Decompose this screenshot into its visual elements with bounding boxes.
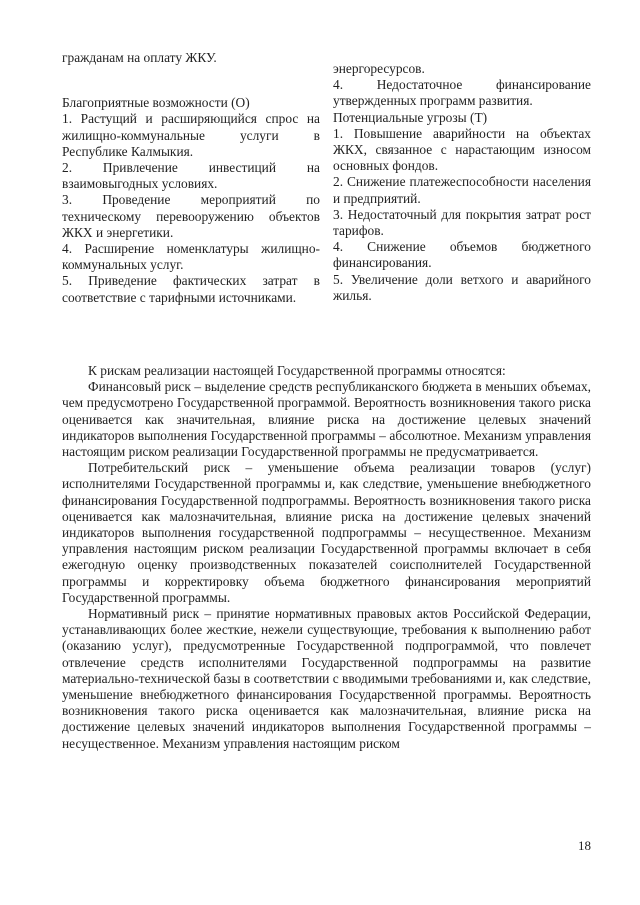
threats-heading: Потенциальные угрозы (Т) (333, 109, 488, 125)
opportunity-item: 1. Растущий и расширяющийся спрос на жилищно-коммунальные услуги в Республике Калмыкия. (62, 111, 320, 159)
financial-risk-paragraph: Финансовый риск – выделение средств республиканского бюджета в меньших объемах, чем предусмотрено Государственной программой. Вероятность возникновения такого риска оценивается как значительная, влияние риска на достижение целевых значений индикаторов выполнения Государственной программы – абсолютное. Механизм управления настоящим риском реализации Государственной программы не предусматривается. (62, 379, 591, 460)
opportunity-item: 2. Привлечение инвестиций на взаимовыгодных условиях. (62, 160, 320, 192)
threat-item: 4. Снижение объемов бюджетного финансирования. (333, 239, 591, 271)
page-number: 18 (578, 838, 591, 853)
weakness-item: 4. Недостаточное финансирование утвержденных программ развития. (333, 77, 591, 109)
risks-intro: К рискам реализации настоящей Государственной программы относятся: (88, 363, 506, 378)
consumer-risk-paragraph: Потребительский риск – уменьшение объема реализации товаров (услуг) исполнителями Государственной программы и, как следствие, уменьшение внебюджетного финансирования Государственной подпрограммы. Вероятность возникновения такого риска оценивается как малозначительная, влияние риска на достижение целевых значений индикаторов выполнения государственной подпрограммы – несущественное. Механизм управления настоящим риском реализации Государственной программы включает в себя ежегодную оценку производственных показателей соисполнителей Государственной программы и корректировку объема бюджетного финансирования мероприятий Государственной программы. (62, 460, 591, 605)
swot-opportunities-column (62, 50, 320, 306)
opportunity-item: 5. Приведение фактических затрат в соответствие с тарифными источниками. (62, 273, 320, 305)
opportunity-item: 3. Проведение мероприятий по техническому перевооружению объектов ЖКХ и энергетики. (62, 192, 320, 240)
threat-item: 1. Повышение аварийности на объектах ЖКХ, связанное с нарастающим износом основных фондов. (333, 125, 591, 174)
opportunity-item: 4. Расширение номенклатуры жилищно-коммунальных услуг. (62, 241, 320, 273)
swot-threats-column (333, 61, 591, 304)
threat-item: 3. Недостаточный для покрытия затрат рост тарифов. (333, 206, 591, 239)
risks-section (62, 363, 591, 752)
left-continuation-text: гражданам на оплату ЖКУ. (62, 50, 217, 65)
threat-item: 2. Снижение платежеспособности населения и предприятий. (333, 174, 591, 206)
opportunities-heading: Благоприятные возможности (О) (62, 95, 250, 111)
regulatory-risk-paragraph: Нормативный риск – принятие нормативных правовых актов Российской Федерации, устанавливающих более жесткие, нежели существующие, требования к выполнению работ (оказанию услуг), предусмотренные Государственной подпрограммой, что повлечет отвлечение средств исполнителями Государственной подпрограммы на развитие материально-технической базы в соответствии с вводимыми требованиями и, как следствие, уменьшение внебюджетного финансирования Государственной программы. Вероятность возникновения такого риска оценивается как малозначительная, влияние риска на достижение целевых значений индикаторов выполнения Государственной программы – несущественное. Механизм управления настоящим риском (62, 606, 591, 751)
right-continuation-text: энергоресурсов. (333, 61, 425, 76)
threat-item: 5. Увеличение доли ветхого и аварийного жилья. (333, 271, 591, 303)
